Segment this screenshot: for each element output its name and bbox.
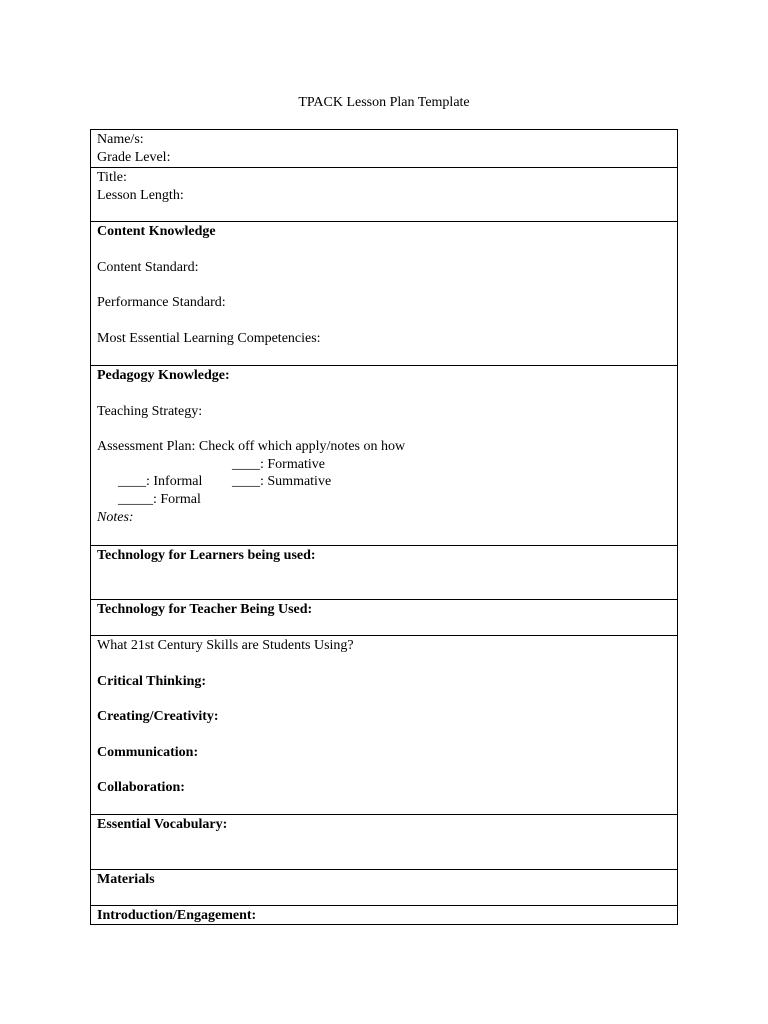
pedagogy-knowledge-heading: Pedagogy Knowledge: [97, 368, 230, 383]
competencies-label: Most Essential Learning Competencies: [97, 330, 321, 346]
formative-check: ____: Formative [232, 456, 325, 472]
skills-question: What 21st Century Skills are Students Using? [97, 638, 354, 653]
communication-label: Communication: [97, 744, 199, 760]
technology-teacher-row [91, 599, 677, 635]
document-title: TPACK Lesson Plan Template [298, 95, 470, 110]
technology-learners-heading: Technology for Learners being used: [97, 548, 316, 563]
content-knowledge-row [91, 221, 677, 365]
technology-teacher-heading: Technology for Teacher Being Used: [97, 602, 313, 617]
informal-check: ____: Informal [118, 474, 203, 489]
introduction-heading: Introduction/Engagement: [97, 908, 257, 923]
skills-row [91, 635, 677, 814]
critical-thinking-label: Critical Thinking: [97, 673, 207, 689]
assessment-check-row-2 [97, 473, 671, 507]
names-row [91, 130, 677, 167]
materials-heading: Materials [97, 872, 155, 887]
materials-row [91, 869, 677, 905]
summative-check: ____: Summative [232, 474, 332, 489]
title-label: Title: [97, 170, 127, 185]
content-knowledge-heading: Content Knowledge [97, 224, 216, 239]
performance-standard-label: Performance Standard: [97, 295, 226, 310]
lesson-length-label: Lesson Length: [97, 187, 184, 203]
lesson-plan-table [90, 129, 678, 925]
notes-label: Notes: [97, 509, 134, 525]
names-label: Name/s: [97, 132, 144, 147]
technology-learners-row [91, 545, 677, 599]
formal-check: _____: Formal [118, 491, 201, 507]
grade-level-label: Grade Level: [97, 149, 171, 165]
assessment-plan-label: Assessment Plan: Check off which apply/notes on how [97, 439, 406, 454]
teaching-strategy-label: Teaching Strategy: [97, 403, 203, 419]
vocabulary-heading: Essential Vocabulary: [97, 817, 228, 832]
creativity-label: Creating/Creativity: [97, 709, 219, 724]
content-standard-label: Content Standard: [97, 259, 199, 275]
introduction-row [91, 905, 677, 924]
vocabulary-row [91, 814, 677, 869]
pedagogy-knowledge-row [91, 365, 677, 545]
collaboration-label: Collaboration: [97, 780, 185, 795]
title-row [91, 167, 677, 221]
